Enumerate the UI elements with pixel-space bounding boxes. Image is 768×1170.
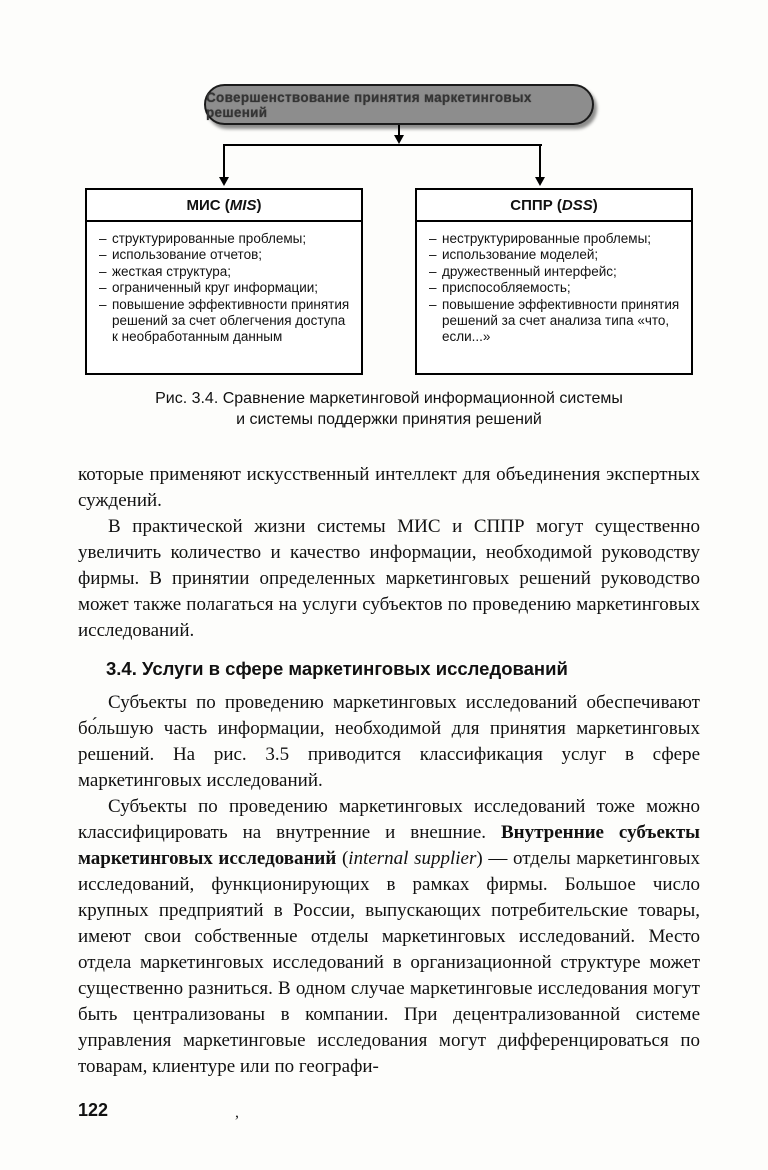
paragraph-bold-term: Внутренние субъекты маркетинговых исследований [78, 822, 700, 869]
figure-caption-line2: и системы поддержки принятия решений [236, 411, 542, 428]
dss-item-text: повышение эффективности принятия решений за счет анализа типа «что, если...» [442, 296, 680, 345]
list-item [99, 297, 353, 346]
bullet-dash: – [99, 231, 107, 246]
figure-root-node [204, 84, 594, 125]
list-item [429, 264, 683, 280]
dss-box-title [417, 190, 691, 222]
connector-horizontal [223, 144, 542, 146]
mis-item-text: жесткая структура; [112, 263, 232, 279]
bullet-dash: – [99, 296, 107, 312]
mis-title-abbr: MIS [229, 197, 257, 214]
body-text [78, 462, 700, 1080]
dss-title-abbr: DSS [561, 197, 593, 214]
dss-box [415, 188, 693, 375]
dss-title-suffix: ) [592, 197, 598, 214]
paragraph: В практической жизни системы МИС и СППР могут существенно увеличить количество и качество информации, необходимой руководству фирмы. В принятии определенных маркетинговых решений руководство может также полагаться на услуги субъектов по проведению маркетинговых исследований. [78, 516, 700, 641]
list-item [99, 264, 353, 280]
dss-item-text: приспособляемость; [442, 280, 571, 296]
mis-title-prefix: МИС ( [186, 197, 230, 214]
list-item [99, 280, 353, 296]
bullet-dash: – [429, 231, 437, 246]
paragraph: Субъекты по проведению маркетинговых исследований обеспечивают бо́льшую часть информации, необходимой для принятия маркетинговых решений. На рис. 3.5 приводится классификация услуг в сфере маркетинговых исследований. [78, 692, 700, 791]
list-item [99, 231, 353, 247]
paragraph-segment: ) — отделы маркетинговых исследований, функционирующих в рамках фирмы. Большое число крупных предприятий в России, выпускающих потребительские товары, имеют свои собственные отделы маркетинговых исследований. Место отдела маркетинговых исследований в организационной структуре может существенно разниться. В одном случае маркетинговые исследования могут быть централизованы в компании. При децентрализованной системе управления маркетинговые исследования могут дифференцироваться по товарам, клиентуре или по географи- [78, 848, 700, 1077]
paragraph-italic-term: internal supplier [348, 848, 477, 869]
arrowhead-right-icon [535, 177, 545, 186]
mis-item-text: использование отчетов; [112, 247, 263, 263]
connector-right-drop [539, 146, 541, 178]
page-number: 122 [78, 1100, 109, 1120]
bullet-dash: – [99, 263, 107, 279]
dss-item-text: использование моделей; [442, 247, 599, 263]
list-item [429, 231, 683, 247]
mis-title-suffix: ) [256, 197, 262, 214]
list-item [99, 247, 353, 263]
arrowhead-left-icon [219, 177, 229, 186]
connector-left-drop [223, 146, 225, 178]
mis-item-text: повышение эффективности принятия решений за счет облегчения доступа к необработанным данным [112, 296, 350, 345]
stray-mark: , [235, 1104, 239, 1121]
paragraph-segment: ( [336, 848, 349, 869]
figure-caption [89, 388, 689, 430]
bullet-dash: – [429, 247, 437, 263]
mis-box-title [87, 190, 361, 222]
list-item [429, 297, 683, 346]
bullet-dash: – [429, 280, 437, 296]
bullet-dash: – [429, 296, 437, 312]
paragraph-mixed [78, 794, 700, 1080]
mis-box [85, 188, 363, 375]
dss-title-prefix: СППР ( [510, 197, 562, 214]
bullet-dash: – [99, 280, 107, 296]
dss-item-list [417, 222, 691, 354]
mis-item-text: ограниченный круг информации; [112, 280, 319, 296]
figure-caption-line1: Рис. 3.4. Сравнение маркетинговой информационной системы [155, 390, 623, 407]
dss-item-text: дружественный интерфейс; [442, 263, 617, 279]
list-item [429, 247, 683, 263]
list-item [429, 280, 683, 296]
mis-item-text: структурированные проблемы; [112, 231, 307, 246]
dss-item-text: неструктурированные проблемы; [442, 231, 652, 246]
figure-root-label: Совершенствование принятия маркетинговых решений [206, 89, 532, 120]
paragraph-segment: Субъекты по проведению маркетинговых исследований тоже можно классифицировать на внутренние и внешние. [78, 796, 700, 843]
bullet-dash: – [429, 263, 437, 279]
mis-item-list [87, 222, 361, 354]
section-heading: 3.4. Услуги в сфере маркетинговых исследований [106, 658, 568, 679]
paragraph-continuation: которые применяют искусственный интеллект для объединения экспертных суждений. [78, 464, 700, 511]
bullet-dash: – [99, 247, 107, 263]
arrowhead-center-icon [394, 135, 404, 144]
